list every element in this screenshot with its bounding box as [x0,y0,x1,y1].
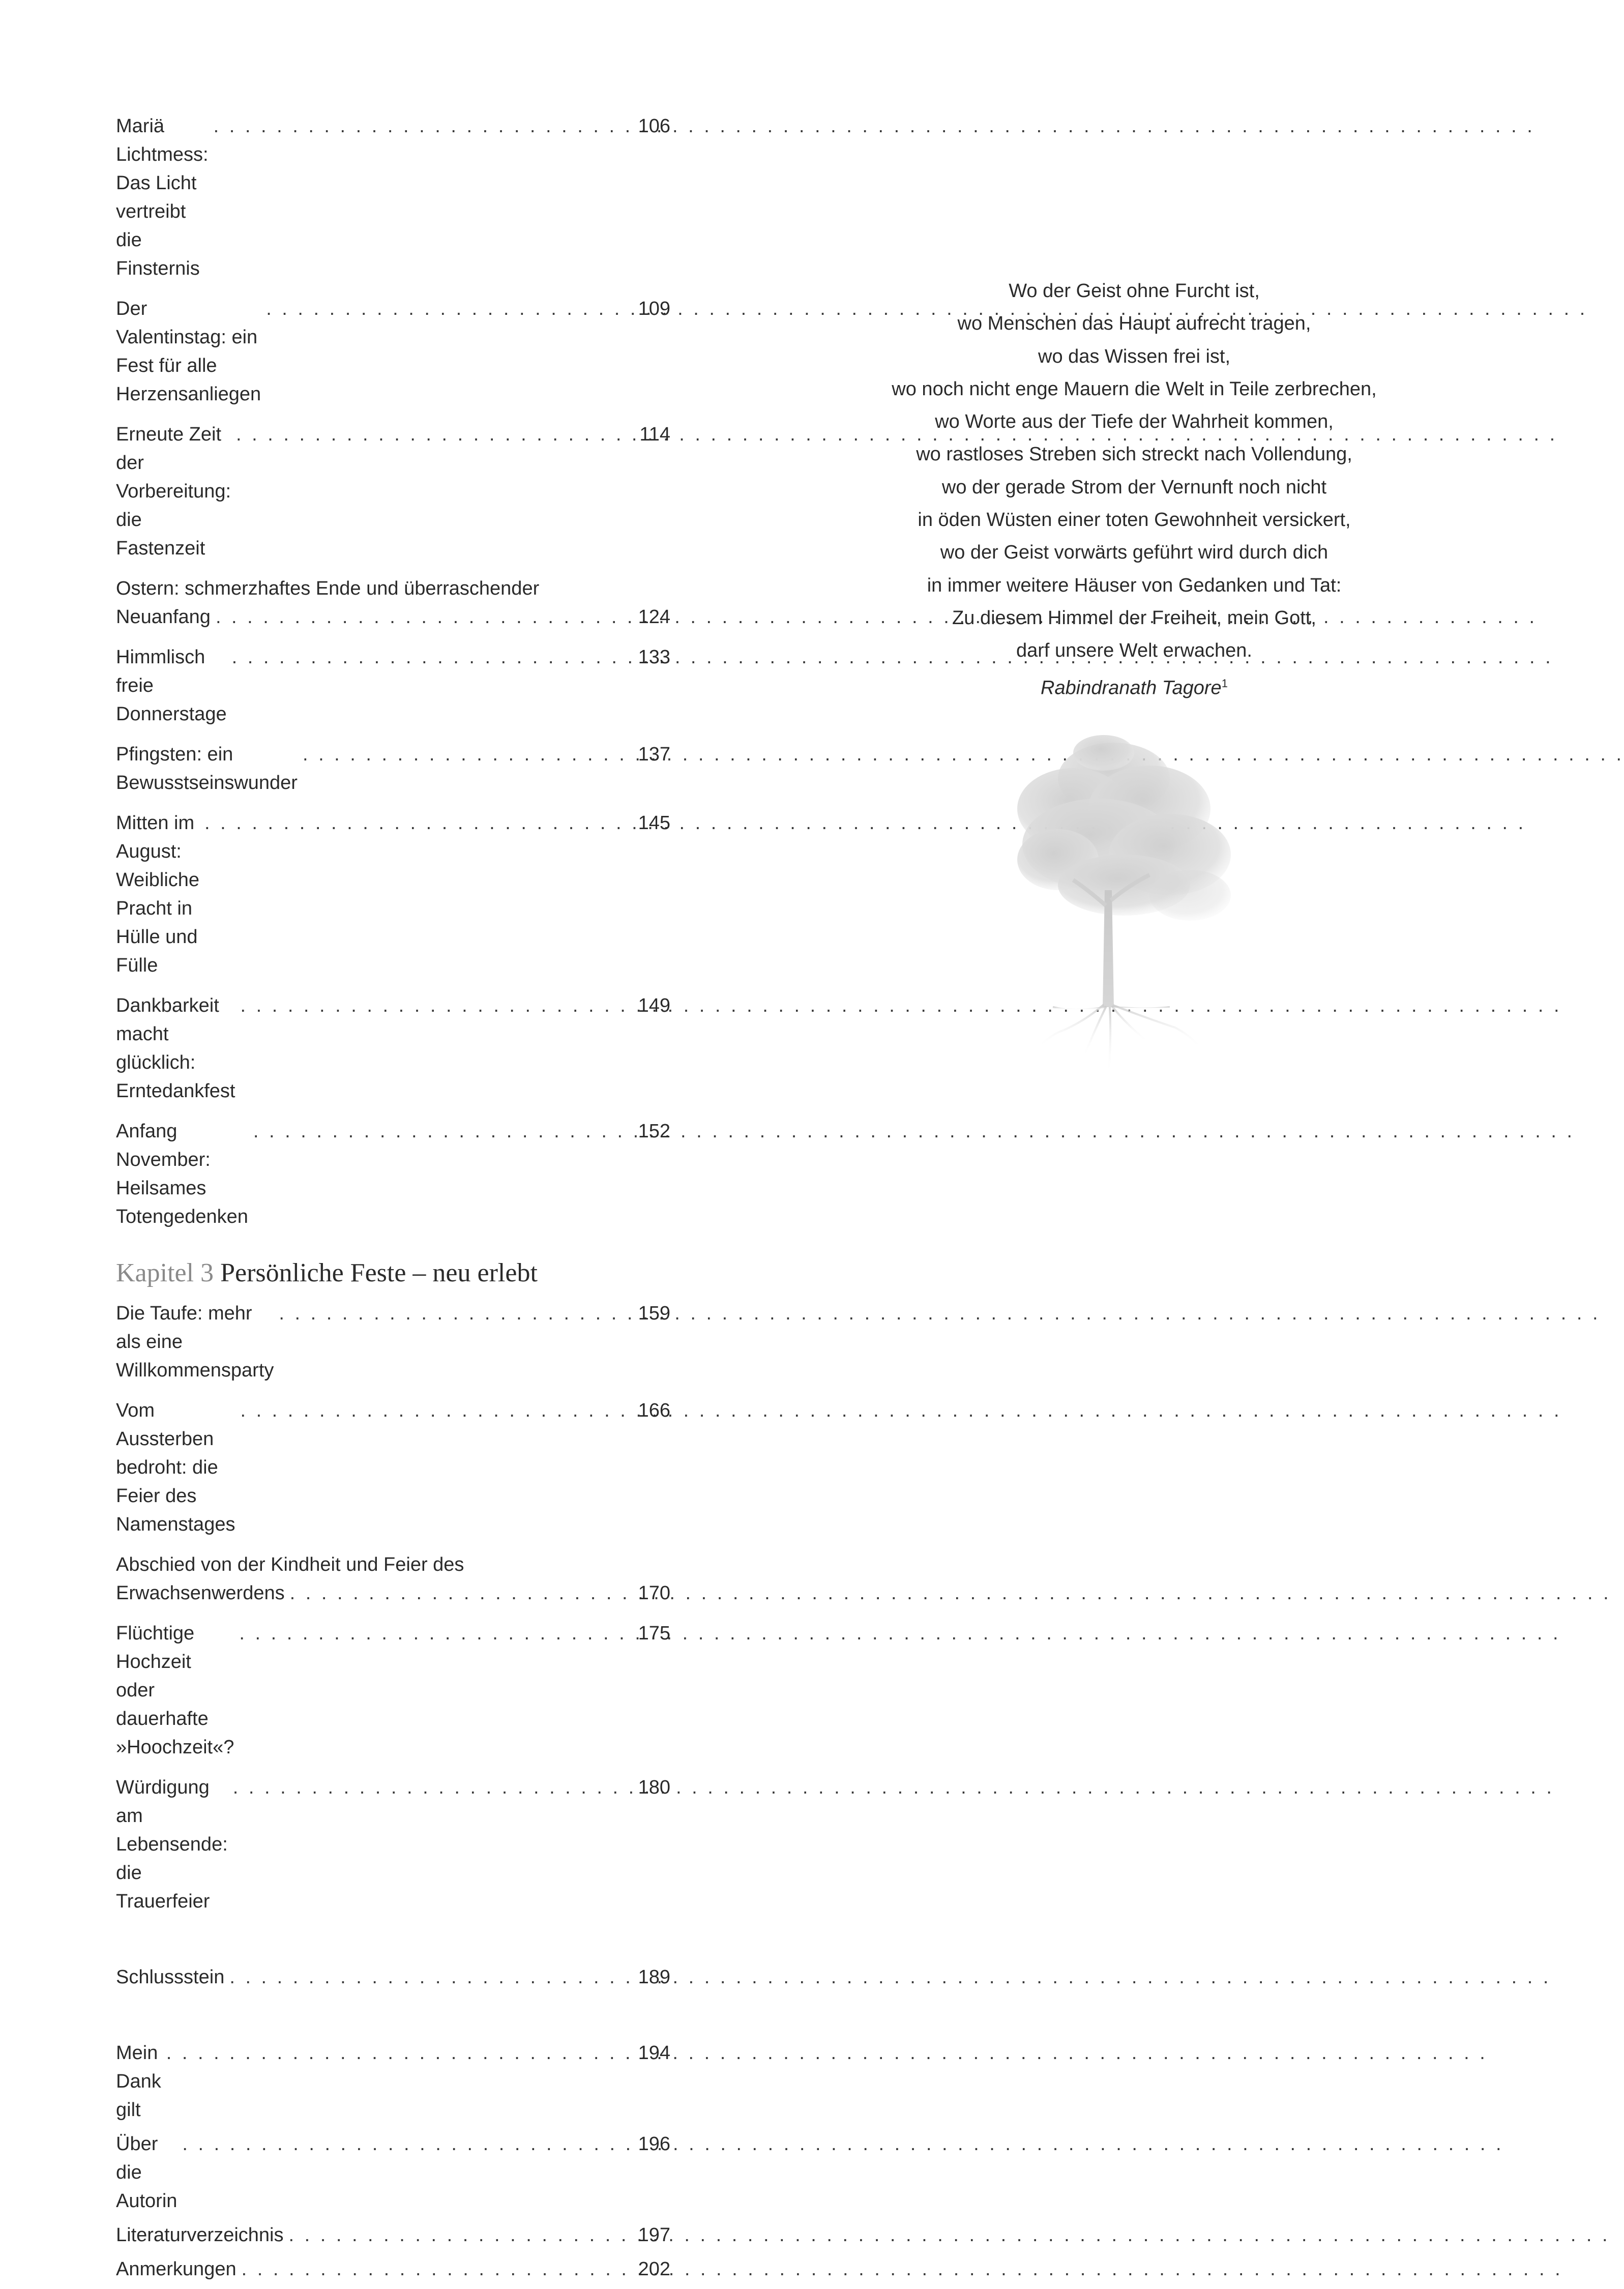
toc-leader-dots [303,740,1624,769]
chapter-number: Kapitel 3 [116,1258,214,1287]
toc-entry-title: Mein Dank gilt [116,2042,161,2121]
toc-entry[interactable] [116,420,670,563]
chapter-heading [116,1255,670,1291]
toc-entry-title: Flüchtige Hochzeit oder dauerhafte »Hoochzeit«? [116,1623,234,1758]
poem-line: in öden Wüsten einer toten Gewohnheit versickert, [918,509,1351,531]
footnote-marker: 1 [1221,677,1228,690]
toc-entry[interactable] [116,112,670,283]
toc-entry-title: Pfingsten: ein Bewusstseinswunder [116,744,298,794]
toc-leader-dots [240,991,1561,1020]
toc-entry[interactable] [116,740,670,797]
toc-entry-title-line1: Abschied von der Kindheit und Feier des [116,1554,464,1575]
toc-entry-title: Schlussstein [116,1967,225,1988]
toc-entry-title: Würdigung am Lebensende: die Trauerfeier [116,1777,228,1912]
toc-entry-page: 170 [638,1582,670,1604]
toc-entry-title: Dankbarkeit macht glücklich: Erntedankfest [116,995,235,1102]
toc-entry-title: Himmlisch freie Donnerstage [116,647,227,725]
toc-entry[interactable] [116,809,670,980]
toc-leader-dots [290,1579,1611,1607]
toc-entry-title: Anmerkungen [116,2258,237,2280]
toc-entry[interactable] [116,643,670,728]
toc-entry-page: 196 [638,2133,670,2155]
toc-entry-page: 202 [638,2258,670,2280]
toc-leader-dots [288,2221,1610,2249]
poem-line: darf unsere Welt erwachen. [1016,640,1252,662]
toc-entry[interactable] [116,1396,670,1539]
toc-entry-title-line2: Erwachsenwerdens [116,1582,285,1604]
toc-entry-page: 106 [638,115,670,137]
poem-line: wo Worte aus der Tiefe der Wahrheit kommen, [935,411,1334,433]
toc-entry-page: 145 [638,812,670,834]
toc-entry-page: 114 [639,424,670,445]
toc-entry[interactable] [116,574,670,631]
toc-entry-page: 109 [638,298,670,319]
toc-entry-page: 137 [638,744,670,765]
tree-crown [1017,735,1231,921]
section-gap [116,2003,670,2039]
poem-line: Zu diesem Himmel der Freiheit, mein Gott, [952,607,1316,629]
toc-entry-page: 194 [638,2042,670,2064]
toc-entry-title: Die Taufe: mehr als eine Willkommensparty [116,1303,274,1381]
poem [865,275,1404,705]
toc-entry[interactable] [116,2130,670,2215]
poem-line: wo Menschen das Haupt aufrecht tragen, [957,313,1311,335]
toc-entry[interactable] [116,2221,670,2249]
toc-entry-page: 149 [638,995,670,1016]
toc-entry-page: 166 [638,1400,670,1421]
toc-leader-dots [240,1396,1561,1425]
tree-illustration [997,722,1261,1078]
toc-leader-dots [233,1773,1554,1802]
toc-leader-dots [166,2039,1488,2067]
toc-entry[interactable] [116,2255,670,2283]
toc-leader-dots [253,1117,1575,1146]
toc-entry-title: Erneute Zeit der Vorbereitung: die Fastenzeit [116,424,231,559]
toc-entry-title: Der Valentinstag: ein Fest für alle Herzensanliegen [116,298,261,405]
toc-leader-dots [182,2130,1503,2158]
toc-leader-dots [229,1963,1551,1991]
poem-author [865,667,1404,705]
chapter-title: Persönliche Feste – neu erlebt [220,1258,538,1287]
toc-leader-dots [279,1299,1600,1328]
toc-entry-page: 197 [638,2224,670,2246]
poem-line: in immer weitere Häuser von Gedanken und Tat: [927,574,1342,596]
toc-entry-title-line1: Ostern: schmerzhaftes Ende und überraschender [116,578,540,599]
poem-line: wo rastloses Streben sich streckt nach Vollendung, [916,444,1352,465]
poem-line: wo der gerade Strom der Vernunft noch nicht [941,476,1327,498]
toc-leader-dots [242,2255,1563,2283]
toc-leader-dots [239,1619,1560,1648]
toc-entry[interactable] [116,1619,670,1762]
poem-line: wo noch nicht enge Mauern die Welt in Teile zerbrechen, [892,378,1377,400]
toc-entry[interactable] [116,1963,670,1991]
toc-entry-page: 189 [638,1967,670,1988]
toc-entry-title: Vom Aussterben bedroht: die Feier des Namenstages [116,1400,235,1535]
toc-entry-page: 124 [638,606,670,628]
toc-entry[interactable] [116,2039,670,2124]
poem-line: wo das Wissen frei ist, [1038,345,1230,367]
tree-roots [1038,1005,1200,1073]
toc-entry-title: Über die Autorin [116,2133,178,2212]
poem-line: wo der Geist vorwärts geführt wird durch dich [940,542,1328,564]
toc-entry[interactable] [116,1550,670,1607]
poem-author-name: Rabindranath Tagore [1041,677,1222,699]
toc-entry-title: Literaturverzeichnis [116,2224,284,2246]
toc-entry-page: 133 [638,647,670,668]
toc-entry[interactable] [116,991,670,1105]
toc-entry-page: 180 [638,1777,670,1798]
toc-entry-title: Anfang November: Heilsames Totengedenken [116,1121,248,1227]
poem-line: Wo der Geist ohne Furcht ist, [1009,280,1260,302]
toc-entry-title: Mitten im August: Weibliche Pracht in Hülle und Fülle [116,812,200,976]
toc-entry[interactable] [116,1773,670,1916]
toc-entry[interactable] [116,1299,670,1385]
toc-entry-title: Mariä Lichtmess: Das Licht vertreibt die Finsternis [116,115,209,279]
toc-leader-dots [214,112,1535,140]
toc-entry-page: 152 [638,1121,670,1142]
toc-entry[interactable] [116,1117,670,1231]
section-gap [116,1927,670,1963]
toc-leader-dots [204,809,1526,837]
table-of-contents [116,112,670,2289]
toc-entry[interactable] [116,295,670,408]
toc-entry-page: 159 [638,1303,670,1324]
toc-entry-title-line2: Neuanfang [116,606,211,628]
toc-entry-page: 175 [638,1623,670,1644]
